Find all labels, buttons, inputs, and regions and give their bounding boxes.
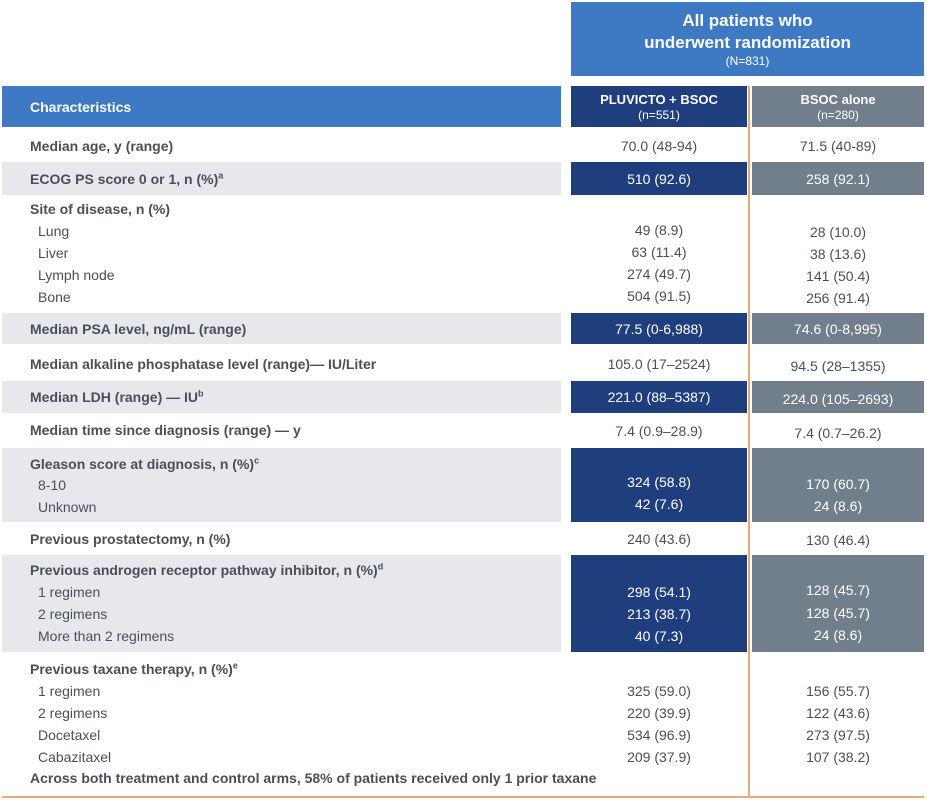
- group-title-line2: underwent randomization: [644, 33, 851, 52]
- row-label-taxane: [30, 658, 238, 680]
- footnote-marker-c: c: [254, 455, 260, 466]
- value-arpi-3-bsoc: 24 (8.6): [813, 627, 863, 643]
- row-label-gleason: [30, 453, 259, 475]
- value-liver-pluvicto: 63 (11.4): [631, 244, 687, 260]
- row-label-ldh: [30, 386, 204, 408]
- sub-label-arpi-2-regimens: 2 regimens: [38, 606, 108, 622]
- pluvicto-arm-header: [571, 86, 747, 127]
- value-taxane-2-bsoc: 122 (43.6): [806, 705, 870, 721]
- group-title-line1: All patients who: [682, 11, 813, 30]
- value-ldh-pluvicto: 221.0 (88–5387): [607, 389, 711, 405]
- row-label-ecog: [30, 168, 223, 190]
- value-ecog-pluvicto: 510 (92.6): [627, 171, 691, 187]
- sub-label-taxane-2-regimens: 2 regimens: [38, 705, 108, 721]
- row-label-median-age: Median age, y (range): [30, 138, 174, 154]
- footnote-marker-a: a: [218, 170, 224, 181]
- arpi-label-text: Previous androgen receptor pathway inhibitor, n (%): [30, 562, 378, 578]
- column-divider: [748, 86, 750, 797]
- row-label-site-of-disease: Site of disease, n (%): [30, 201, 171, 217]
- value-arpi-3-pluvicto: 40 (7.3): [634, 628, 684, 644]
- value-time-pluvicto: 7.4 (0.9–28.9): [615, 423, 703, 439]
- row-label-alkaline-phosphatase: Median alkaline phosphatase level (range)— IU/Liter: [30, 356, 377, 372]
- prior-taxane-summary-note: Across both treatment and control arms, 58% of patients received only 1 prior taxane: [30, 770, 597, 786]
- value-docetaxel-pluvicto: 534 (96.9): [627, 727, 691, 743]
- value-liver-bsoc: 38 (13.6): [809, 246, 867, 262]
- sub-label-cabazitaxel: Cabazitaxel: [38, 749, 112, 765]
- value-gleason-unknown-pluvicto: 42 (7.6): [634, 496, 684, 512]
- sub-label-bone: Bone: [38, 289, 71, 305]
- bsoc-arm-header: [752, 86, 924, 127]
- value-lymph-node-pluvicto: 274 (49.7): [627, 266, 691, 282]
- table-bottom-rule: [2, 796, 924, 798]
- value-gleason-unknown-bsoc: 24 (8.6): [813, 498, 863, 514]
- value-arpi-1-bsoc: 128 (45.7): [806, 582, 870, 598]
- value-psa-bsoc: 74.6 (0-8,995): [794, 321, 882, 337]
- value-docetaxel-bsoc: 273 (97.5): [806, 727, 870, 743]
- sub-label-docetaxel: Docetaxel: [38, 727, 101, 743]
- value-taxane-2-pluvicto: 220 (39.9): [627, 705, 691, 721]
- value-lymph-node-bsoc: 141 (50.4): [806, 268, 870, 284]
- footnote-marker-b: b: [198, 388, 204, 399]
- value-bone-pluvicto: 504 (91.5): [627, 288, 691, 304]
- value-time-bsoc: 7.4 (0.7–26.2): [794, 425, 882, 441]
- value-arpi-2-bsoc: 128 (45.7): [806, 605, 870, 621]
- sub-label-arpi-1-regimen: 1 regimen: [38, 584, 101, 600]
- value-bone-bsoc: 256 (91.4): [806, 290, 870, 306]
- footnote-marker-d: d: [377, 561, 384, 572]
- characteristics-header: Characteristics: [2, 86, 561, 127]
- ecog-label-text: ECOG PS score 0 or 1, n (%): [30, 171, 219, 187]
- value-alp-bsoc: 94.5 (28–1355): [790, 358, 886, 374]
- value-alp-pluvicto: 105.0 (17–2524): [607, 356, 711, 372]
- value-ecog-bsoc: 258 (92.1): [806, 171, 870, 187]
- value-taxane-1-bsoc: 156 (55.7): [806, 683, 870, 699]
- row-label-time-since-diagnosis: Median time since diagnosis (range) — y: [30, 422, 301, 438]
- value-cabazitaxel-bsoc: 107 (38.2): [806, 749, 870, 765]
- sub-label-gleason-8-10: 8-10: [38, 477, 67, 493]
- arm2-n: (n=280): [817, 107, 859, 122]
- sub-label-liver: Liver: [38, 245, 69, 261]
- value-ldh-bsoc: 224.0 (105–2693): [782, 391, 894, 407]
- sub-label-taxane-1-regimen: 1 regimen: [38, 683, 101, 699]
- sub-label-lung: Lung: [38, 223, 70, 239]
- footnote-marker-e: e: [232, 660, 238, 671]
- value-arpi-1-pluvicto: 298 (54.1): [627, 584, 691, 600]
- group-n: (N=831): [725, 54, 770, 68]
- value-gleason-8-10-bsoc: 170 (60.7): [806, 476, 870, 492]
- arm1-n: (n=551): [638, 107, 680, 122]
- value-gleason-8-10-pluvicto: 324 (58.8): [627, 474, 691, 490]
- sub-label-gleason-unknown: Unknown: [38, 499, 97, 515]
- value-age-bsoc: 71.5 (40-89): [799, 138, 877, 154]
- row-label-arpi: [30, 559, 383, 581]
- value-psa-pluvicto: 77.5 (0-6,988): [615, 321, 703, 337]
- taxane-label-text: Previous taxane therapy, n (%): [30, 661, 233, 677]
- sub-label-lymph-node: Lymph node: [38, 267, 115, 283]
- value-arpi-2-pluvicto: 213 (38.7): [627, 606, 691, 622]
- row-label-psa: Median PSA level, ng/mL (range): [30, 321, 247, 337]
- arm2-name: BSOC alone: [800, 91, 876, 107]
- arm1-name: PLUVICTO + BSOC: [600, 91, 718, 107]
- value-taxane-1-pluvicto: 325 (59.0): [627, 683, 691, 699]
- value-prostatectomy-pluvicto: 240 (43.6): [627, 531, 691, 547]
- row-label-prostatectomy: Previous prostatectomy, n (%): [30, 531, 231, 547]
- value-lung-pluvicto: 49 (8.9): [634, 222, 684, 238]
- randomized-population-header: [571, 2, 924, 76]
- value-lung-bsoc: 28 (10.0): [809, 224, 867, 240]
- value-prostatectomy-bsoc: 130 (46.4): [806, 532, 870, 548]
- value-age-pluvicto: 70.0 (48-94): [620, 138, 698, 154]
- ldh-label-text: Median LDH (range) — IU: [30, 389, 199, 405]
- value-cabazitaxel-pluvicto: 209 (37.9): [627, 749, 691, 765]
- gleason-label-text: Gleason score at diagnosis, n (%): [30, 456, 255, 472]
- sub-label-arpi-more-than-2: More than 2 regimens: [38, 628, 175, 644]
